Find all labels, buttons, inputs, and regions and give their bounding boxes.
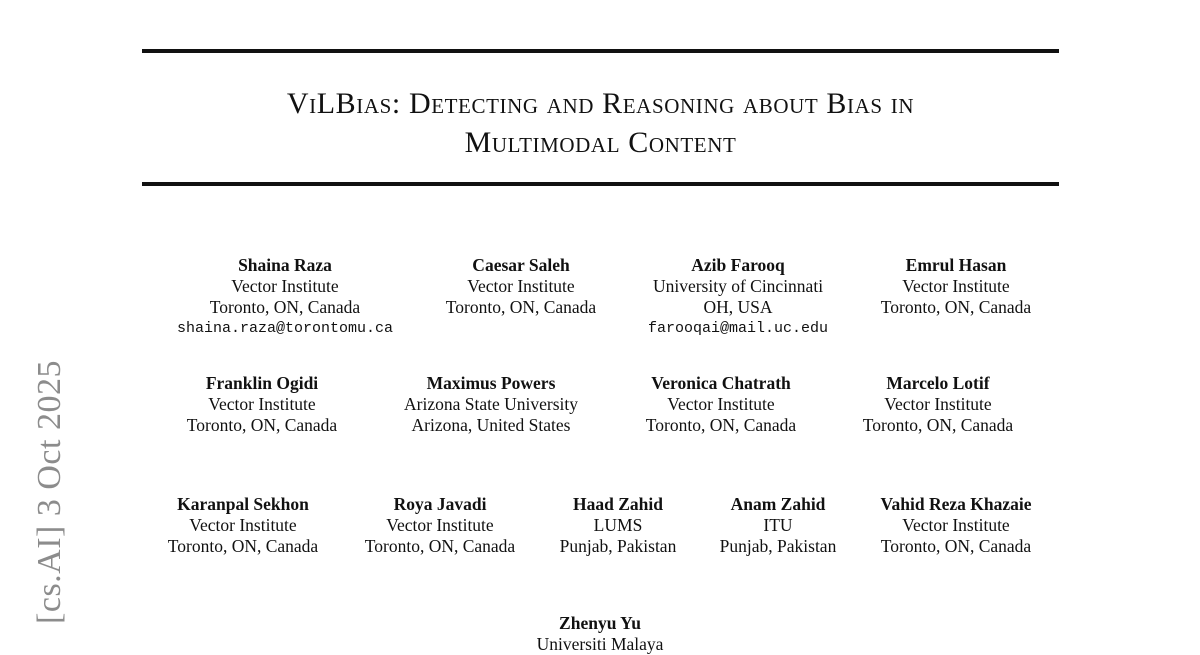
author-block (646, 373, 796, 436)
author-location: Toronto, ON, Canada (445, 297, 597, 317)
author-name: Maximus Powers (426, 373, 556, 393)
author-location: Toronto, ON, Canada (645, 415, 797, 435)
author-location: Toronto, ON, Canada (186, 415, 338, 435)
author-affiliation: Vector Institute (231, 276, 339, 296)
author-affiliation: University of Cincinnati (652, 276, 824, 296)
author-block (560, 494, 677, 557)
author-block (187, 373, 337, 436)
author-block (168, 494, 318, 557)
author-block (720, 494, 837, 557)
author-block (648, 255, 828, 339)
author-affiliation: Universiti Malaya (536, 634, 664, 654)
author-affiliation: Vector Institute (902, 515, 1010, 535)
arxiv-identifier-stamp: [cs.AI] 3 Oct 2025 (31, 360, 68, 624)
author-block (863, 373, 1013, 436)
author-affiliation: Vector Institute (208, 394, 316, 414)
author-block (177, 255, 393, 339)
author-location: Punjab, Pakistan (559, 536, 677, 556)
title-top-rule (142, 49, 1059, 53)
author-block (365, 494, 515, 557)
author-name: Caesar Saleh (472, 255, 570, 275)
author-location: Toronto, ON, Canada (364, 536, 516, 556)
author-location: Toronto, ON, Canada (167, 536, 319, 556)
author-name: Azib Farooq (691, 255, 785, 275)
author-name: Emrul Hasan (905, 255, 1007, 275)
paper-title-line-1: ViLBias: Detecting and Reasoning about Bias in (286, 87, 915, 120)
author-location: Toronto, ON, Canada (862, 415, 1014, 435)
author-block (880, 494, 1031, 557)
author-affiliation: Vector Institute (386, 515, 494, 535)
author-block (881, 255, 1031, 318)
author-location: Toronto, ON, Canada (209, 297, 361, 317)
paper-title (142, 84, 1059, 162)
author-name: Haad Zahid (573, 494, 663, 514)
author-affiliation: Vector Institute (467, 276, 575, 296)
author-location: Arizona, United States (411, 415, 571, 435)
author-affiliation: ITU (763, 515, 793, 535)
author-block (537, 613, 664, 655)
author-name: Franklin Ogidi (205, 373, 319, 393)
author-location: Punjab, Pakistan (719, 536, 837, 556)
author-email: farooqai@mail.uc.edu (647, 320, 829, 337)
author-affiliation: Vector Institute (902, 276, 1010, 296)
author-affiliation: Arizona State University (404, 394, 578, 414)
author-name: Karanpal Sekhon (177, 494, 309, 514)
author-email: shaina.raza@torontomu.ca (176, 320, 394, 337)
title-bottom-rule (142, 182, 1059, 186)
author-affiliation: Vector Institute (189, 515, 297, 535)
author-location: OH, USA (703, 297, 773, 317)
author-name: Roya Javadi (393, 494, 487, 514)
author-name: Zhenyu Yu (559, 613, 641, 633)
author-affiliation: Vector Institute (884, 394, 992, 414)
author-name: Anam Zahid (730, 494, 826, 514)
author-name: Vahid Reza Khazaie (880, 494, 1032, 514)
author-name: Veronica Chatrath (651, 373, 791, 393)
author-location: Toronto, ON, Canada (880, 297, 1032, 317)
author-affiliation: Vector Institute (667, 394, 775, 414)
author-location: Toronto, ON, Canada (880, 536, 1032, 556)
author-affiliation: LUMS (593, 515, 643, 535)
paper-title-line-2: Multimodal Content (464, 126, 737, 159)
author-name: Marcelo Lotif (886, 373, 990, 393)
author-name: Shaina Raza (238, 255, 332, 275)
author-block (446, 255, 596, 318)
author-block (404, 373, 578, 436)
